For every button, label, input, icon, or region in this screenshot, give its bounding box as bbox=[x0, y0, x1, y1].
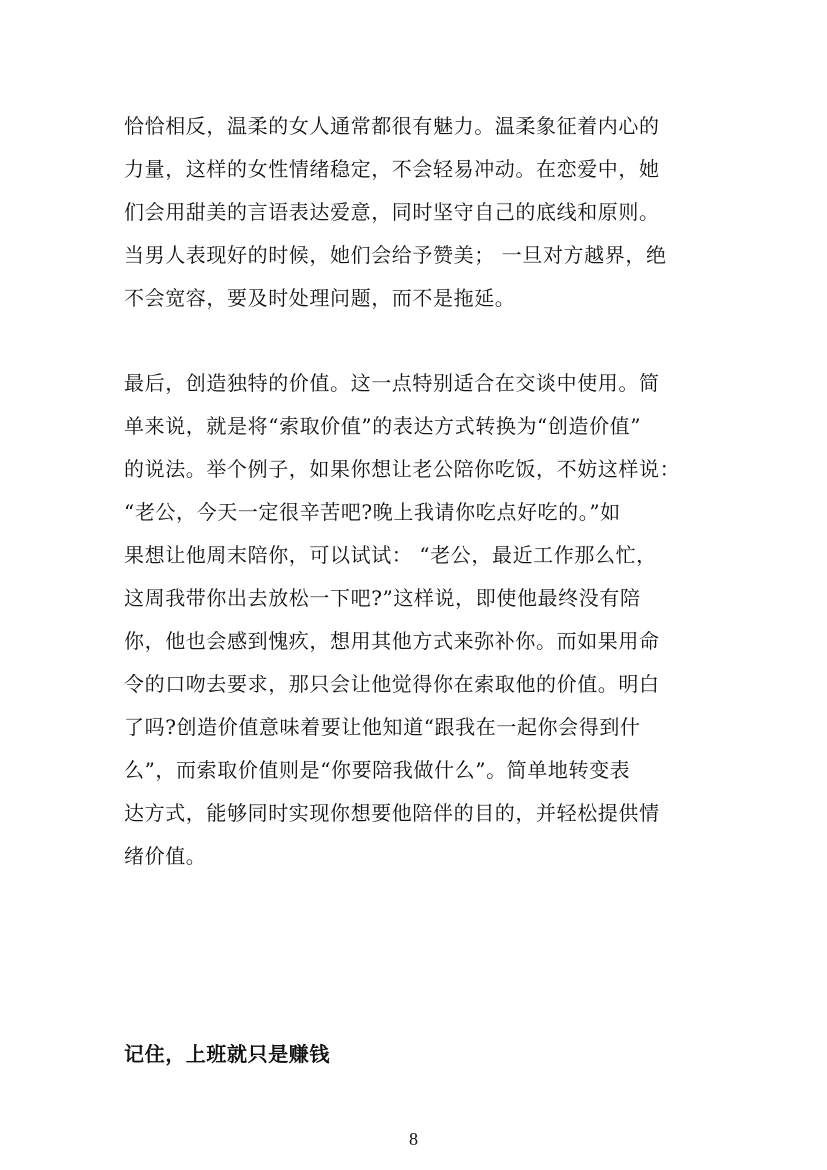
paragraph-line: 达方式，能够同时实现你想要他陪伴的目的，并轻松提供情 bbox=[124, 801, 660, 825]
paragraph-line: 当男人表现好的时候，她们会给予赞美； 一旦对方越界，绝 bbox=[124, 243, 667, 267]
section-heading: 记住，上班就只是赚钱 bbox=[124, 1042, 330, 1066]
paragraph-line: 最后，创造独特的价值。这一点特别适合在交谈中使用。简 bbox=[124, 371, 660, 395]
paragraph-line: 恰恰相反，温柔的女人通常都很有魅力。温柔象征着内心的 bbox=[124, 114, 660, 138]
paragraph-line: 单来说，就是将“索取价值”的表达方式转换为“创造价值” bbox=[124, 414, 642, 438]
paragraph-line: 的说法。举个例子，如果你想让老公陪你吃饭，不妨这样说： bbox=[124, 457, 681, 481]
paragraph-line: 绪价值。 bbox=[124, 844, 207, 868]
paragraph-line: 了吗?创造价值意味着要让他知道“跟我在一起你会得到什 bbox=[124, 715, 641, 739]
page-number: 8 bbox=[409, 1129, 418, 1149]
paragraph-line: 不会宽容，要及时处理问题，而不是拖延。 bbox=[124, 286, 516, 310]
paragraph-line: 果想让他周末陪你，可以试试： “老公，最近工作那么忙， bbox=[124, 543, 657, 567]
paragraph-line: 你，他也会感到愧疚，想用其他方式来弥补你。而如果用命 bbox=[124, 629, 660, 653]
paragraph-create-value bbox=[124, 362, 704, 878]
paragraph-line: 这周我带你出去放松一下吧?”这样说，即使他最终没有陪 bbox=[124, 586, 641, 610]
paragraph-line: “老公，今天一定很辛苦吧?晚上我请你吃点好吃的。”如 bbox=[124, 500, 621, 524]
paragraph-line: 么”，而索取价值则是“你要陪我做什么”。简单地转变表 bbox=[124, 758, 631, 782]
paragraph-gentle-women bbox=[124, 105, 704, 320]
paragraph-line: 令的口吻去要求，那只会让他觉得你在索取他的价值。明白 bbox=[124, 672, 660, 696]
paragraph-line: 们会用甜美的言语表达爱意，同时坚守自己的底线和原则。 bbox=[124, 200, 660, 224]
paragraph-line: 力量，这样的女性情绪稳定，不会轻易冲动。在恋爱中，她 bbox=[124, 157, 660, 181]
